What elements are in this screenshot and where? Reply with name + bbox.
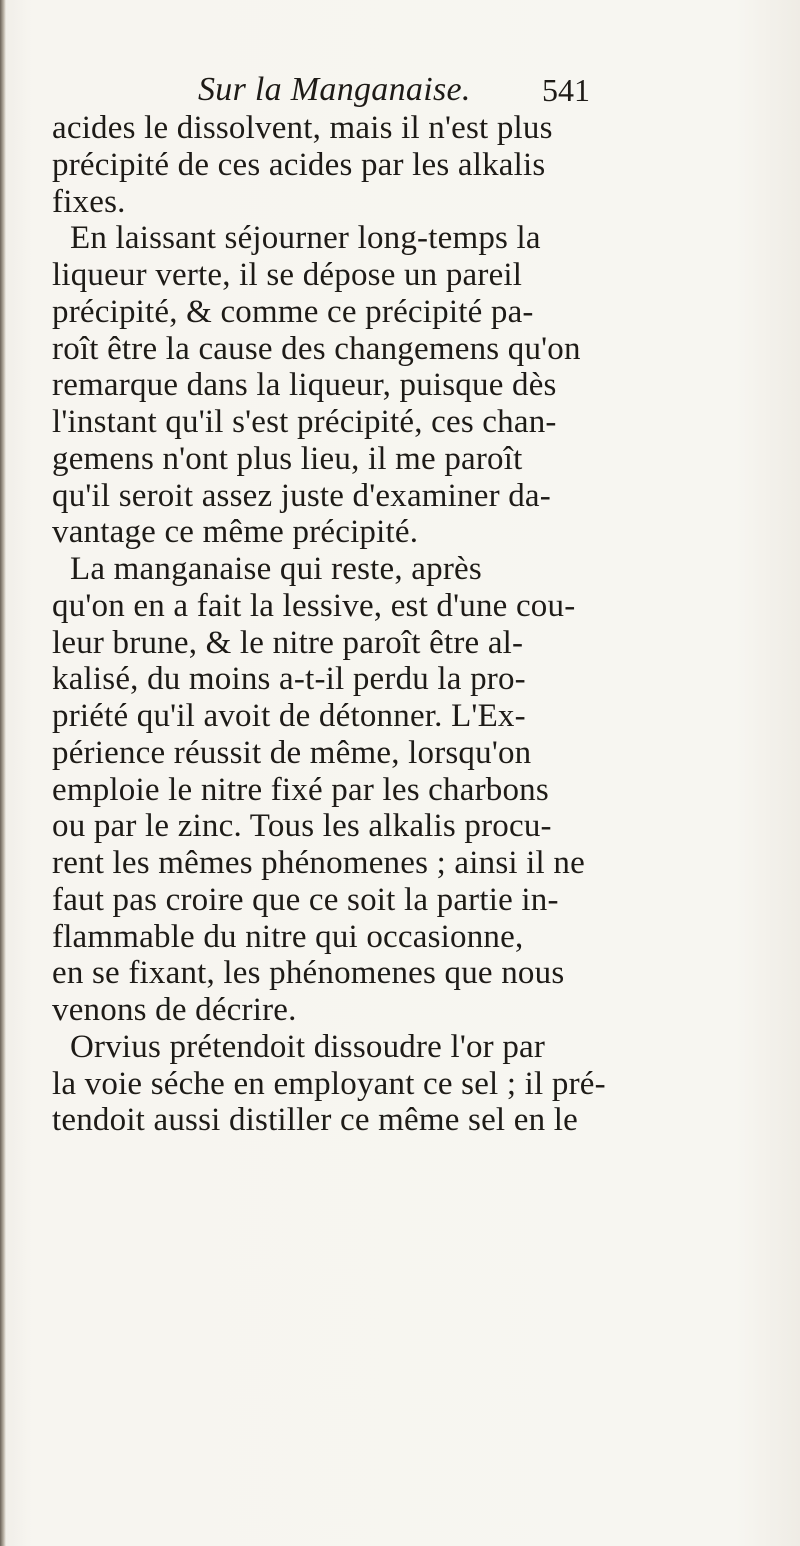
paragraph-start-line: En laissant séjourner long-temps la	[70, 220, 541, 257]
text-line: précipité, & comme ce précipité pa-	[52, 293, 534, 330]
running-title: Sur la Manganaise.	[198, 71, 471, 108]
page-number: 541	[542, 72, 590, 108]
text-line: emploie le nitre fixé par les charbons	[52, 771, 549, 808]
page-binding-edge	[0, 0, 6, 1546]
running-head	[198, 70, 590, 110]
text-line: tendoit aussi distiller ce même sel en le	[52, 1102, 578, 1139]
text-line: périence réussit de même, lorsqu'on	[52, 734, 532, 771]
text-line: en se fixant, les phénomenes que nous	[52, 955, 565, 992]
paragraph-start-line: La manganaise qui reste, après	[70, 551, 482, 587]
text-line: l'instant qu'il s'est précipité, ces chan-	[52, 404, 557, 440]
text-line: liqueur verte, il se dépose un pareil	[52, 257, 523, 293]
text-line: faut pas croire que ce soit la partie in-	[52, 881, 559, 918]
text-line: fixes.	[52, 183, 126, 220]
text-line: vantage ce même précipité.	[52, 514, 419, 551]
text-line: flammable du nitre qui occasionne,	[52, 918, 524, 955]
text-line: leur brune, & le nitre paroît être al-	[52, 624, 524, 661]
text-line: rent les mêmes phénomenes ; ainsi il ne	[52, 845, 585, 881]
text-line: venons de décrire.	[52, 992, 297, 1028]
text-line: qu'on en a fait la lessive, est d'une cou-	[52, 587, 576, 624]
text-line: gemens n'ont plus lieu, il me paroît	[52, 440, 523, 477]
text-line: kalisé, du moins a-t-il perdu la pro-	[52, 661, 526, 698]
text-line: la voie séche en employant ce sel ; il pré-	[52, 1065, 606, 1102]
paragraph-start-line: Orvius prétendoit dissoudre l'or par	[70, 1028, 546, 1065]
text-line: priété qu'il avoit de détonner. L'Ex-	[52, 698, 526, 734]
text-line: ou par le zinc. Tous les alkalis procu-	[52, 808, 552, 845]
text-line: qu'il seroit assez juste d'examiner da-	[52, 477, 551, 514]
text-line: roît être la cause des changemens qu'on	[52, 330, 581, 367]
text-line: précipité de ces acides par les alkalis	[52, 146, 546, 183]
text-line: remarque dans la liqueur, puisque dès	[52, 367, 557, 404]
text-line: acides le dissolvent, mais il n'est plus	[52, 110, 553, 146]
body-text	[52, 110, 800, 1139]
